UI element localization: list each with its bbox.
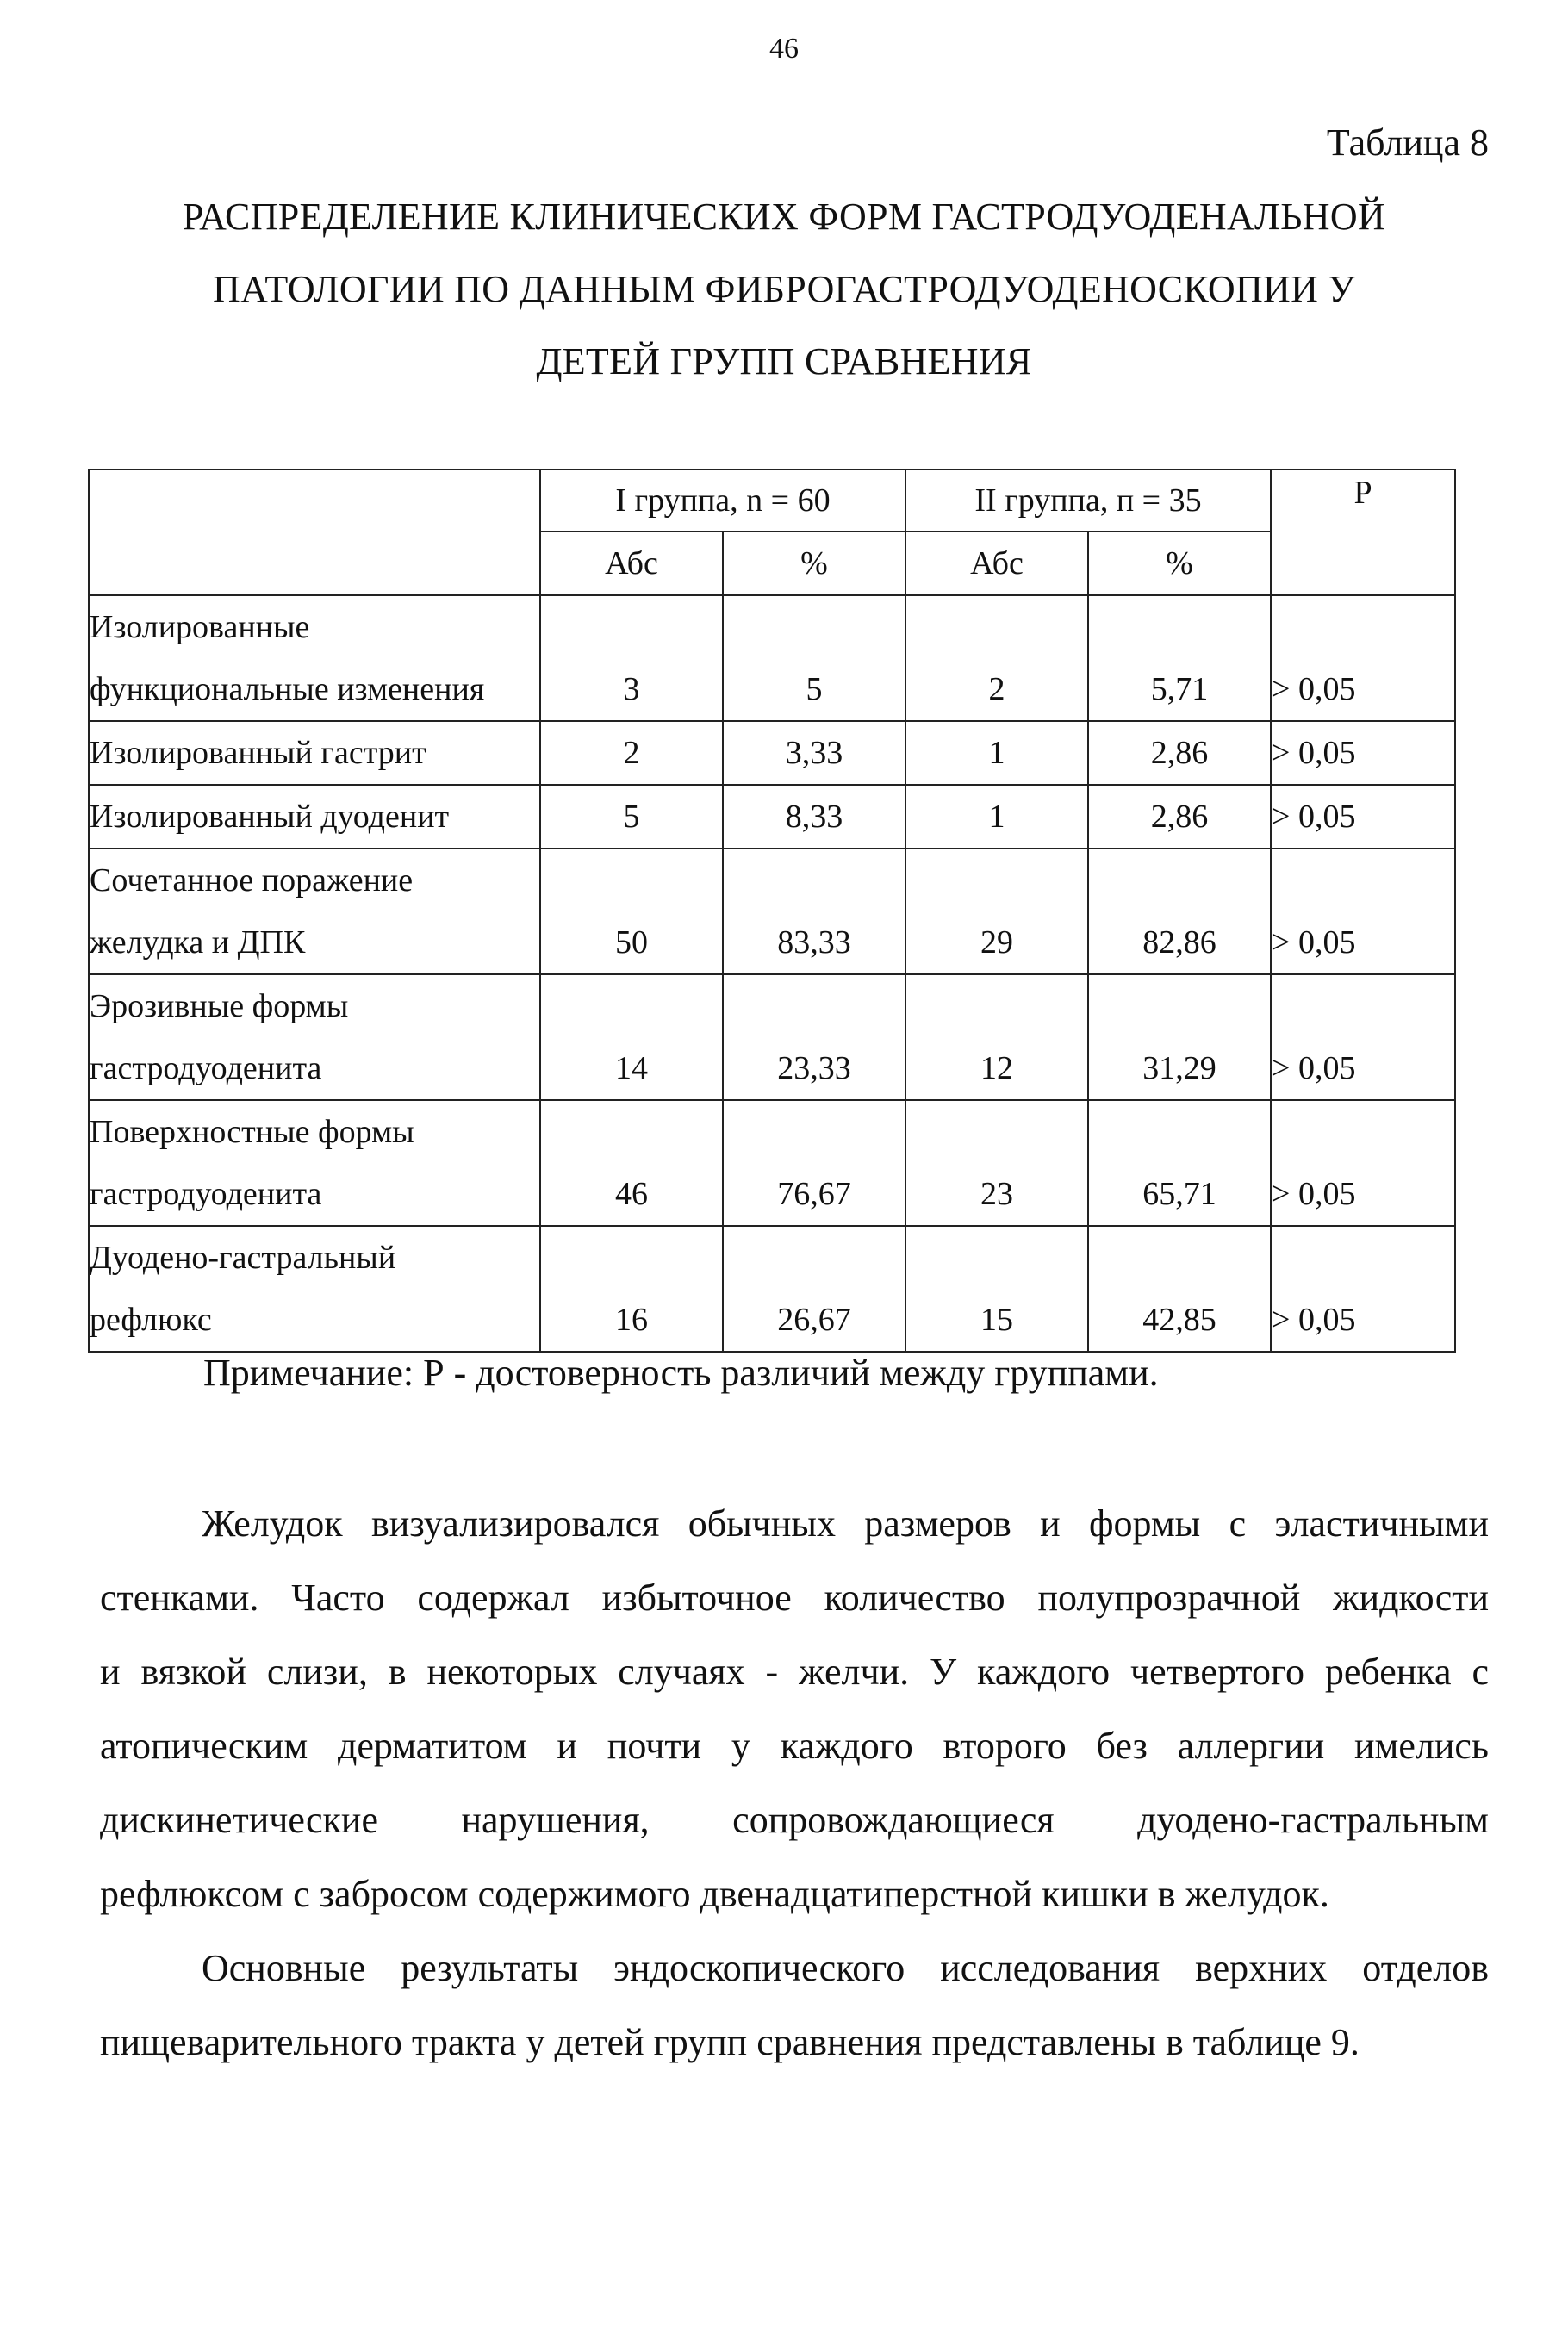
group2-abs-header: Абс <box>905 532 1088 595</box>
group1-abs-header: Абс <box>540 532 723 595</box>
row-name-line: Изолированный дуоденит <box>90 799 450 835</box>
table-note: Примечание: Р - достоверность различий между группами. <box>203 1352 1159 1394</box>
paragraph-line: стенками. Часто содержал избыточное количество полупрозрачной жидкости <box>100 1577 1489 1619</box>
table-label: Таблица 8 <box>1326 121 1489 164</box>
group2-abs-cell: 1 <box>905 785 1088 849</box>
row-name-line: Изолированные <box>90 609 310 645</box>
table-row <box>89 1226 1455 1352</box>
group1-pct-cell: 26,67 <box>723 1226 905 1352</box>
group2-pct-cell: 2,86 <box>1088 785 1271 849</box>
group2-abs-cell: 12 <box>905 974 1088 1100</box>
group2-pct-cell: 82,86 <box>1088 849 1271 974</box>
row-name-line: Изолированный гастрит <box>90 735 426 771</box>
group2-pct-cell: 2,86 <box>1088 721 1271 785</box>
p-value-cell: > 0,05 <box>1271 785 1455 849</box>
group2-pct-cell: 42,85 <box>1088 1226 1271 1352</box>
row-name-line: Дуодено-гастральный <box>90 1240 396 1276</box>
group2-header: II группа, п = 35 <box>905 470 1271 532</box>
table-row <box>89 785 1455 849</box>
paragraph-line: дискинетические нарушения, сопровождающиеся дуодено-гастральным <box>100 1799 1489 1841</box>
row-name <box>89 595 540 721</box>
row-name <box>89 1100 540 1226</box>
paragraph-line: атопическим дерматитом и почти у каждого второго без аллергии имелись <box>100 1725 1489 1767</box>
row-name-line: функциональные изменения <box>90 671 485 707</box>
group1-pct-header: % <box>723 532 905 595</box>
results-table <box>88 469 1456 1353</box>
p-value-cell: > 0,05 <box>1271 1100 1455 1226</box>
group1-pct-cell: 83,33 <box>723 849 905 974</box>
paragraph-line: и вязкой слизи, в некоторых случаях - желчи. У каждого четвертого ребенка с <box>100 1651 1489 1693</box>
group1-abs-cell: 5 <box>540 785 723 849</box>
group2-pct-cell: 5,71 <box>1088 595 1271 721</box>
row-name-line: рефлюкс <box>90 1302 212 1338</box>
paragraph-line: Основные результаты эндоскопического исследования верхних отделов <box>202 1947 1489 1989</box>
row-name <box>89 721 540 785</box>
group1-pct-cell: 76,67 <box>723 1100 905 1226</box>
empty-header-cell <box>89 470 540 595</box>
group1-pct-cell: 5 <box>723 595 905 721</box>
group2-abs-cell: 29 <box>905 849 1088 974</box>
table-row <box>89 849 1455 974</box>
paragraph-line: рефлюксом с забросом содержимого двенадцатиперстной кишки в желудок. <box>100 1873 1329 1915</box>
title-line: РАСПРЕДЕЛЕНИЕ КЛИНИЧЕСКИХ ФОРМ ГАСТРОДУОДЕНАЛЬНОЙ <box>183 196 1385 238</box>
row-name-line: гастродуоденита <box>90 1176 322 1212</box>
group1-abs-cell: 14 <box>540 974 723 1100</box>
group1-abs-cell: 46 <box>540 1100 723 1226</box>
group2-abs-cell: 15 <box>905 1226 1088 1352</box>
group2-abs-cell: 2 <box>905 595 1088 721</box>
paragraph <box>100 1487 1489 1931</box>
table-row <box>89 974 1455 1100</box>
row-name-line: Эрозивные формы <box>90 988 349 1024</box>
group2-pct-cell: 31,29 <box>1088 974 1271 1100</box>
table-row <box>89 721 1455 785</box>
group1-abs-cell: 50 <box>540 849 723 974</box>
row-name <box>89 1226 540 1352</box>
row-name-line: желудка и ДПК <box>90 924 306 961</box>
group2-pct-cell: 65,71 <box>1088 1100 1271 1226</box>
p-value-cell: > 0,05 <box>1271 1226 1455 1352</box>
row-name <box>89 974 540 1100</box>
title-line: ПАТОЛОГИИ ПО ДАННЫМ ФИБРОГАСТРОДУОДЕНОСКОПИИ У <box>213 268 1355 310</box>
paragraph-line: Желудок визуализировался обычных размеров и формы с эластичными <box>202 1502 1489 1545</box>
row-name-line: Поверхностные формы <box>90 1114 414 1150</box>
table-title <box>86 181 1482 398</box>
p-value-cell: > 0,05 <box>1271 974 1455 1100</box>
p-header: Р <box>1271 470 1455 595</box>
row-name-line: гастродуоденита <box>90 1050 322 1086</box>
row-name <box>89 849 540 974</box>
row-name-line: Сочетанное поражение <box>90 862 414 899</box>
group1-abs-cell: 2 <box>540 721 723 785</box>
group1-pct-cell: 23,33 <box>723 974 905 1100</box>
p-value-cell: > 0,05 <box>1271 595 1455 721</box>
paragraph <box>100 1931 1489 2080</box>
group1-pct-cell: 3,33 <box>723 721 905 785</box>
table-row <box>89 595 1455 721</box>
group2-abs-cell: 1 <box>905 721 1088 785</box>
page-number: 46 <box>769 33 799 65</box>
p-value-cell: > 0,05 <box>1271 849 1455 974</box>
group2-abs-cell: 23 <box>905 1100 1088 1226</box>
group2-pct-header: % <box>1088 532 1271 595</box>
group1-pct-cell: 8,33 <box>723 785 905 849</box>
group1-abs-cell: 16 <box>540 1226 723 1352</box>
row-name <box>89 785 540 849</box>
p-value-cell: > 0,05 <box>1271 721 1455 785</box>
title-line: ДЕТЕЙ ГРУПП СРАВНЕНИЯ <box>536 340 1032 382</box>
table-row <box>89 1100 1455 1226</box>
group1-header: I группа, n = 60 <box>540 470 905 532</box>
group1-abs-cell: 3 <box>540 595 723 721</box>
paragraph-line: пищеварительного тракта у детей групп сравнения представлены в таблице 9. <box>100 2021 1360 2063</box>
